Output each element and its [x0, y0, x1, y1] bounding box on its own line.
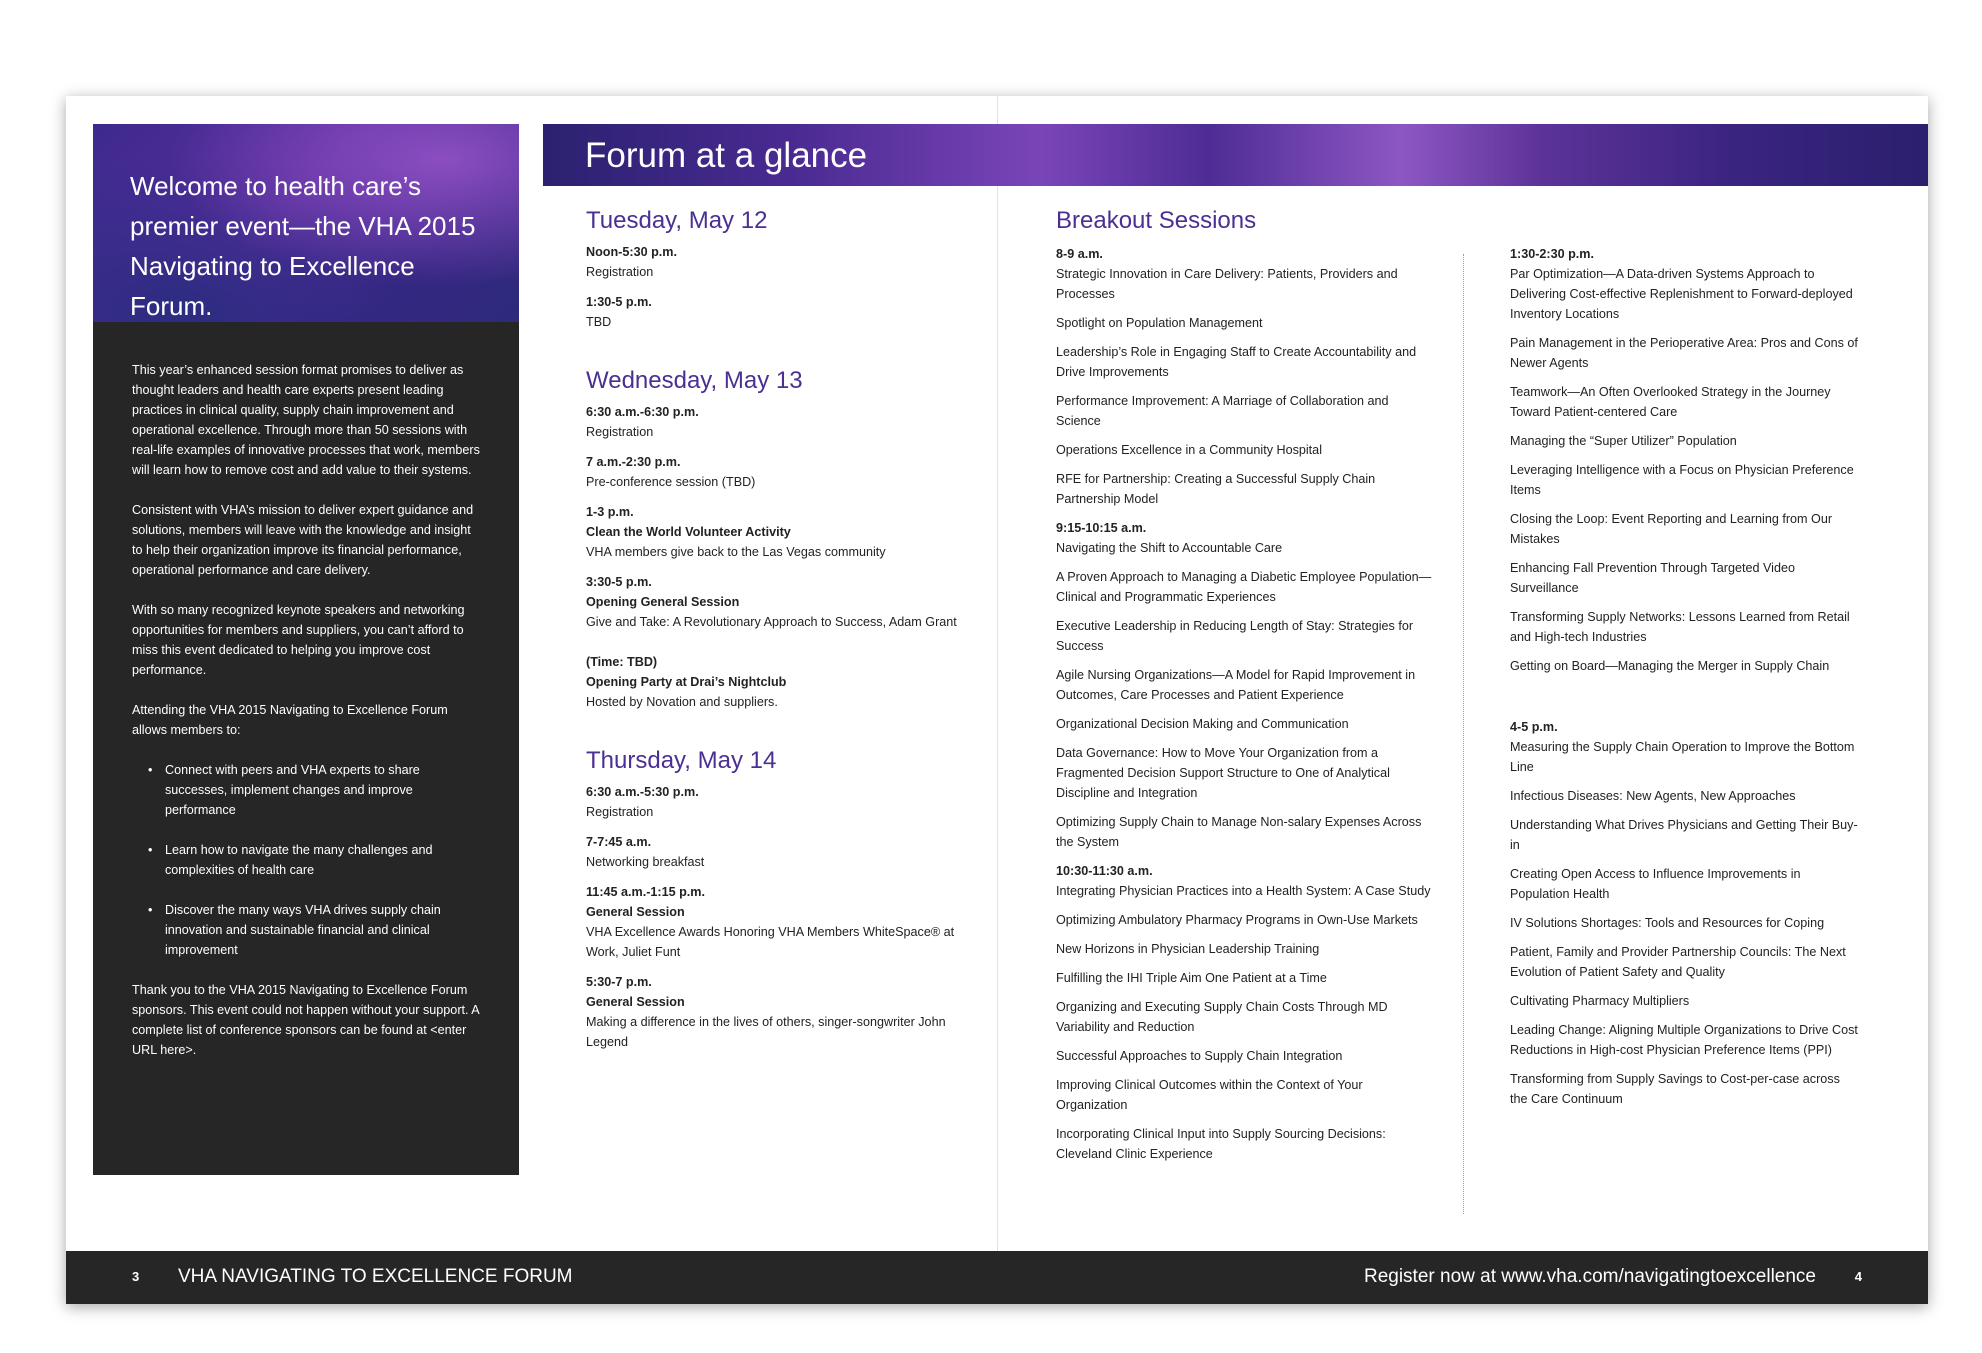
schedule-item: [586, 972, 986, 1052]
schedule-title: General Session: [586, 905, 685, 919]
schedule-item: [586, 502, 986, 562]
session-item: Transforming from Supply Savings to Cost-per-case across the Care Continuum: [1510, 1072, 1840, 1106]
schedule-desc: Pre-conference session (TBD): [586, 475, 756, 489]
session-item: Managing the “Super Utilizer” Population: [1510, 434, 1737, 448]
register-link[interactable]: Register now at www.vha.com/navigatingtoexcellence: [1363, 1266, 1816, 1287]
intro-bullet: • Discover the many ways VHA drives supply chain innovation and sustainable financial and clinical improvement: [132, 900, 483, 960]
schedule-item: [586, 292, 986, 332]
footer-bar: [66, 1251, 1928, 1304]
session-item: Creating Open Access to Influence Improvements in Population Health: [1510, 867, 1801, 901]
schedule-desc: VHA members give back to the Las Vegas community: [586, 545, 886, 559]
intro-bullet-list: [132, 760, 483, 960]
column-divider: [1463, 254, 1464, 1214]
session-item: New Horizons in Physician Leadership Training: [1056, 942, 1320, 956]
page-number-left: 3: [132, 1269, 140, 1284]
session-item: Organizational Decision Making and Communication: [1056, 717, 1349, 731]
intro-paragraph-2: Consistent with VHA’s mission to deliver expert guidance and solutions, members will leave with the knowledge and insight to help their organization improve its financial performance, operational performance and care delivery.: [132, 503, 474, 577]
schedule-item: [586, 782, 986, 822]
schedule-column: [586, 204, 986, 1084]
session-item: Executive Leadership in Reducing Length of Stay: Strategies for Success: [1056, 619, 1414, 653]
session-item: Patient, Family and Provider Partnership Councils: The Next Evolution of Patient Safety and Quality: [1510, 945, 1846, 979]
session-item: Infectious Diseases: New Agents, New Approaches: [1510, 789, 1796, 803]
schedule-desc: Making a difference in the lives of others, singer-songwriter John Legend: [586, 1015, 946, 1049]
page-title: Forum at a glance: [585, 136, 868, 175]
session-item: Cultivating Pharmacy Multipliers: [1510, 994, 1690, 1008]
schedule-desc: Networking breakfast: [586, 855, 705, 869]
session-item: Data Governance: How to Move Your Organization from a Fragmented Decision Support Structure to One of Analytical Discipline and Integration: [1056, 746, 1390, 800]
schedule-item: [586, 242, 986, 282]
day-block: [586, 204, 986, 332]
session-item: Transforming Supply Networks: Lessons Learned from Retail and High-tech Industries: [1510, 610, 1850, 644]
session-item: Closing the Loop: Event Reporting and Learning from Our Mistakes: [1510, 512, 1833, 546]
session-item: Agile Nursing Organizations—A Model for Rapid Improvement in Outcomes, Care Processes and Patient Experience: [1056, 668, 1416, 702]
schedule-item: [586, 452, 986, 492]
intro-paragraph-3: With so many recognized keynote speakers and networking opportunities for members and suppliers, you can’t afford to miss this event dedicated to helping you improve cost performance.: [132, 603, 465, 677]
day-block: [586, 744, 986, 1052]
session-item: Optimizing Ambulatory Pharmacy Programs in Own-Use Markets: [1056, 913, 1418, 927]
page-number-right: 4: [1854, 1269, 1862, 1284]
schedule-time: (Time: TBD): [586, 655, 658, 669]
session-item: Measuring the Supply Chain Operation to Improve the Bottom Line: [1510, 740, 1855, 774]
schedule-title: General Session: [586, 995, 685, 1009]
session-item: IV Solutions Shortages: Tools and Resources for Coping: [1510, 916, 1825, 930]
session-item: Spotlight on Population Management: [1056, 316, 1263, 330]
session-item: RFE for Partnership: Creating a Successful Supply Chain Partnership Model: [1056, 472, 1376, 506]
breakout-heading: Breakout Sessions: [1056, 207, 1257, 234]
welcome-title: Welcome to health care’s premier event—the VHA 2015 Navigating to Excellence Forum.: [130, 171, 476, 321]
intro-paragraph-4: Attending the VHA 2015 Navigating to Excellence Forum allows members to:: [132, 703, 448, 737]
schedule-item: [586, 572, 986, 632]
schedule-time: 1-3 p.m.: [586, 505, 634, 519]
intro-paragraph-5: Thank you to the VHA 2015 Navigating to Excellence Forum sponsors. This event could not happen without your support. A complete list of conference sponsors can be found at <enter URL here>.: [132, 983, 480, 1057]
session-item: Fulfilling the IHI Triple Aim One Patient at a Time: [1056, 971, 1327, 985]
session-item: Getting on Board—Managing the Merger in Supply Chain: [1510, 659, 1830, 673]
intro-paragraph-1: This year’s enhanced session format promises to deliver as thought leaders and health care experts present leading practices in clinical quality, supply chain improvement and operational excellence. Through more than 50 sessions with real-life examples of innovative processes that work, members will learn how to remove cost and add value to their systems.: [132, 363, 480, 477]
schedule-time: 7 a.m.-2:30 p.m.: [586, 455, 681, 469]
schedule-desc: Registration: [586, 425, 654, 439]
schedule-desc: VHA Excellence Awards Honoring VHA Members WhiteSpace® at Work, Juliet Funt: [586, 925, 955, 959]
day-heading: Wednesday, May 13: [586, 367, 803, 394]
schedule-item: [586, 882, 986, 962]
footer-title: VHA NAVIGATING TO EXCELLENCE FORUM: [178, 1266, 573, 1287]
schedule-time: 6:30 a.m.-6:30 p.m.: [586, 405, 699, 419]
breakout-column-a: [1056, 244, 1436, 1173]
session-time: 9:15-10:15 a.m.: [1056, 521, 1147, 535]
session-item: Leveraging Intelligence with a Focus on Physician Preference Items: [1510, 463, 1854, 497]
session-item: Performance Improvement: A Marriage of Collaboration and Science: [1056, 394, 1389, 428]
schedule-item: [586, 652, 986, 712]
session-item: Enhancing Fall Prevention Through Targeted Video Surveillance: [1510, 561, 1795, 595]
session-item: Integrating Physician Practices into a Health System: A Case Study: [1056, 884, 1431, 898]
schedule-item: [586, 832, 986, 872]
session-item: Pain Management in the Perioperative Area: Pros and Cons of Newer Agents: [1510, 336, 1858, 370]
session-item: Incorporating Clinical Input into Supply Sourcing Decisions: Cleveland Clinic Experience: [1056, 1127, 1386, 1161]
page-spine: [997, 96, 998, 1251]
session-item: Par Optimization—A Data-driven Systems Approach to Delivering Cost-effective Replenishment to Forward-deployed Inventory Locations: [1510, 267, 1853, 321]
schedule-time: Noon-5:30 p.m.: [586, 245, 677, 259]
schedule-desc: TBD: [586, 315, 612, 329]
schedule-title: Opening Party at Drai’s Nightclub: [586, 675, 787, 689]
header-band: [543, 124, 1928, 186]
schedule-desc: Give and Take: A Revolutionary Approach to Success, Adam Grant: [586, 615, 957, 629]
session-item: Improving Clinical Outcomes within the Context of Your Organization: [1056, 1078, 1363, 1112]
intro-bullet: • Connect with peers and VHA experts to share successes, implement changes and improve performance: [132, 760, 483, 820]
session-item: Organizing and Executing Supply Chain Costs Through MD Variability and Reduction: [1056, 1000, 1388, 1034]
schedule-item: [586, 402, 986, 442]
session-item: Navigating the Shift to Accountable Care: [1056, 541, 1283, 555]
session-item: Understanding What Drives Physicians and Getting Their Buy-in: [1510, 818, 1858, 852]
session-item: Operations Excellence in a Community Hospital: [1056, 443, 1322, 457]
schedule-title: Clean the World Volunteer Activity: [586, 525, 791, 539]
schedule-desc: Registration: [586, 265, 654, 279]
session-item: Optimizing Supply Chain to Manage Non-salary Expenses Across the System: [1056, 815, 1422, 849]
schedule-time: 11:45 a.m.-1:15 p.m.: [586, 885, 706, 899]
spacer: [1510, 685, 1860, 717]
schedule-desc: Hosted by Novation and suppliers.: [586, 695, 778, 709]
schedule-time: 7-7:45 a.m.: [586, 835, 652, 849]
schedule-time: 5:30-7 p.m.: [586, 975, 652, 989]
intro-bullet: • Learn how to navigate the many challenges and complexities of health care: [132, 840, 483, 880]
day-heading: Tuesday, May 12: [586, 207, 768, 234]
intro-panel: [93, 322, 519, 1175]
session-item: Successful Approaches to Supply Chain Integration: [1056, 1049, 1343, 1063]
session-item: A Proven Approach to Managing a Diabetic Employee Population—Clinical and Programmatic Experiences: [1056, 570, 1432, 604]
day-block: [586, 364, 986, 712]
day-heading: Thursday, May 14: [586, 747, 777, 774]
welcome-banner: [93, 124, 519, 322]
schedule-desc: Registration: [586, 805, 654, 819]
schedule-title: Opening General Session: [586, 595, 740, 609]
schedule-time: 1:30-5 p.m.: [586, 295, 652, 309]
breakout-column-b: [1510, 244, 1860, 1118]
session-time: 4-5 p.m.: [1510, 720, 1558, 734]
session-time: 10:30-11:30 a.m.: [1056, 864, 1153, 878]
session-item: Leading Change: Aligning Multiple Organizations to Drive Cost Reductions in High-cost Physician Preference Items (PPI): [1510, 1023, 1858, 1057]
brochure-spread: [66, 96, 1928, 1304]
schedule-time: 6:30 a.m.-5:30 p.m.: [586, 785, 699, 799]
session-item: Leadership’s Role in Engaging Staff to Create Accountability and Drive Improvements: [1056, 345, 1417, 379]
schedule-time: 3:30-5 p.m.: [586, 575, 652, 589]
session-item: Teamwork—An Often Overlooked Strategy in the Journey Toward Patient-centered Care: [1510, 385, 1831, 419]
session-item: Strategic Innovation in Care Delivery: Patients, Providers and Processes: [1056, 267, 1398, 301]
session-time: 1:30-2:30 p.m.: [1510, 247, 1594, 261]
session-time: 8-9 a.m.: [1056, 247, 1103, 261]
